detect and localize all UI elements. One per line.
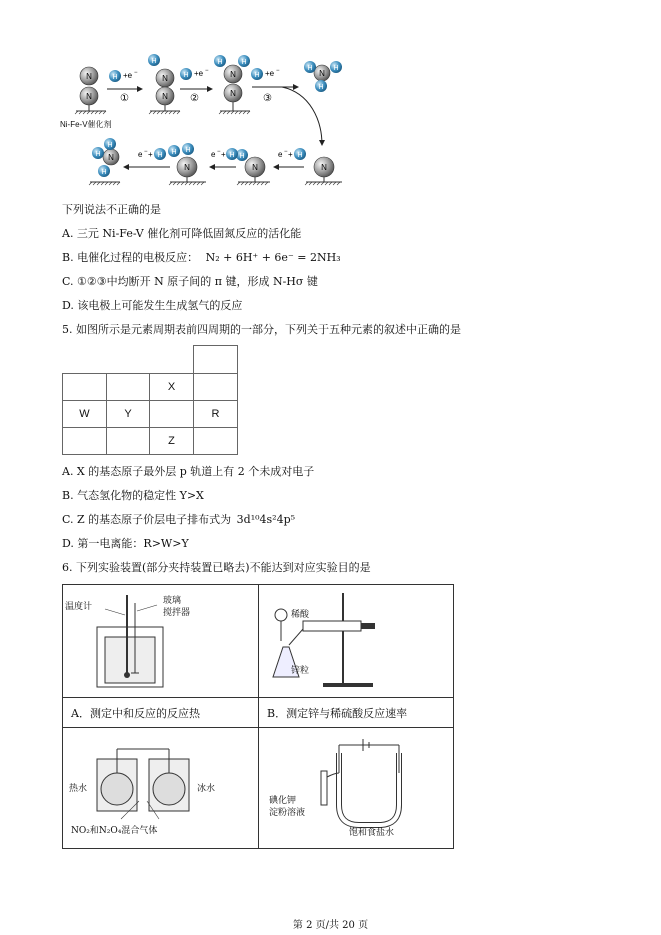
svg-text:−: − xyxy=(205,68,209,74)
pt-cell-empty xyxy=(62,373,107,401)
svg-text:−: − xyxy=(284,149,288,155)
svg-text:H: H xyxy=(151,58,157,65)
svg-text:H: H xyxy=(239,153,245,160)
svg-text:−: − xyxy=(134,70,138,76)
q5-option-c-text: C. Z 的基态原子价层电子排布式为 xyxy=(62,513,232,526)
svg-text:+: + xyxy=(221,150,226,159)
svg-text:N: N xyxy=(162,92,168,101)
label-gas-mixture: NO₂和N₂O₄混合气体 xyxy=(71,826,158,836)
label-stirrer-2: 搅拌器 xyxy=(163,608,191,618)
svg-text:H: H xyxy=(107,142,113,149)
gas-syringe-apparatus xyxy=(263,589,453,693)
pt-cell-empty xyxy=(193,427,238,455)
svg-text:N: N xyxy=(230,89,236,98)
svg-text:N: N xyxy=(108,153,114,162)
svg-text:H: H xyxy=(318,84,324,91)
pt-cell-empty xyxy=(106,373,150,401)
pt-cell-empty xyxy=(193,373,238,401)
pt-cell-z: Z xyxy=(149,427,194,455)
svg-text:H: H xyxy=(229,152,235,159)
calorimeter-apparatus xyxy=(75,589,235,693)
svg-text:H: H xyxy=(241,59,247,66)
svg-text:−: − xyxy=(276,68,280,74)
q4-option-b-text: B. 电催化过程的电极反应： xyxy=(62,251,199,264)
catalyst-label: Ni-Fe-V催化剂 xyxy=(60,120,112,129)
label-zinc: 锌粒 xyxy=(291,666,310,676)
svg-text:e: e xyxy=(211,150,216,159)
q4-option-b xyxy=(62,251,341,265)
q4-option-b-formula: N₂ + 6H⁺ + 6e⁻ = 2NH₃ xyxy=(205,251,341,264)
q5-option-b: B. 气态氢化物的稳定性 Y>X xyxy=(62,489,204,502)
svg-text:+: + xyxy=(148,150,153,159)
svg-text:H: H xyxy=(95,151,101,158)
svg-text:N: N xyxy=(319,69,325,78)
q4-option-c: C. ①②③中均断开 N 原子间的 π 键，形成 N-Hσ 键 xyxy=(62,275,318,288)
pt-cell-empty xyxy=(62,427,107,455)
pt-cell-empty xyxy=(149,400,194,428)
svg-text:N: N xyxy=(162,74,168,83)
svg-text:e: e xyxy=(138,150,143,159)
svg-text:+e: +e xyxy=(194,69,204,78)
pt-cell-x: X xyxy=(149,373,194,401)
q5-option-a: A. X 的基态原子最外层 p 轨道上有 2 个未成对电子 xyxy=(62,465,315,478)
svg-text:N: N xyxy=(321,163,327,172)
svg-text:+e: +e xyxy=(265,69,275,78)
svg-text:H: H xyxy=(254,72,260,79)
q5-option-d: D. 第一电离能：R>W>Y xyxy=(62,537,189,550)
label-ki: 碘化钾 xyxy=(269,796,297,806)
svg-text:H: H xyxy=(171,149,177,156)
svg-text:②: ② xyxy=(190,93,199,104)
pt-cell-w: W xyxy=(62,400,107,428)
svg-text:H: H xyxy=(112,74,118,81)
svg-text:N: N xyxy=(86,72,92,81)
svg-text:H: H xyxy=(307,65,313,72)
svg-text:H: H xyxy=(333,65,339,72)
svg-text:H: H xyxy=(101,169,107,176)
q4-stem: 下列说法不正确的是 xyxy=(62,203,161,216)
pt-cell-empty-top xyxy=(193,345,238,374)
page-footer: 第 2 页/共 20 页 xyxy=(292,920,369,931)
label-acid: 稀酸 xyxy=(291,610,310,620)
svg-text:③: ③ xyxy=(263,93,272,104)
pt-cell-r: R xyxy=(193,400,238,428)
pt-cell-empty xyxy=(106,427,150,455)
caption-b: B．测定锌与稀硫酸反应速率 xyxy=(267,707,408,720)
svg-text:H: H xyxy=(297,152,303,159)
label-brine: 饱和食盐水 xyxy=(349,828,395,838)
svg-text:H: H xyxy=(157,152,163,159)
q4-option-a: A. 三元 Ni-Fe-V 催化剂可降低固氮反应的活化能 xyxy=(62,227,302,240)
svg-text:N: N xyxy=(184,163,190,172)
q5-option-c-formula: 3d¹⁰4s²4p⁵ xyxy=(236,513,296,526)
svg-text:H: H xyxy=(185,147,191,154)
svg-text:+e: +e xyxy=(123,71,133,80)
svg-text:N: N xyxy=(252,163,258,172)
q4-option-d: D. 该电极上可能发生生成氢气的反应 xyxy=(62,299,243,312)
q5-option-c xyxy=(62,513,295,527)
svg-text:−: − xyxy=(217,149,221,155)
q5-stem: 5. 如图所示是元素周期表前四周期的一部分，下列关于五种元素的叙述中正确的是 xyxy=(62,323,461,336)
caption-a: A．测定中和反应的反应热 xyxy=(71,707,200,720)
label-thermometer: 温度计 xyxy=(65,602,93,612)
label-stirrer-1: 玻璃 xyxy=(163,596,182,606)
svg-text:−: − xyxy=(144,149,148,155)
svg-text:①: ① xyxy=(120,93,129,104)
svg-text:H: H xyxy=(217,59,223,66)
label-ice-water: 冰水 xyxy=(197,784,216,794)
label-starch: 淀粉溶液 xyxy=(269,808,306,818)
svg-text:H: H xyxy=(183,72,189,79)
pt-cell-y: Y xyxy=(106,400,150,428)
svg-text:N: N xyxy=(230,70,236,79)
svg-text:+: + xyxy=(288,150,293,159)
q6-apparatus-table xyxy=(62,584,454,849)
q6-stem: 6. 下列实验装置(部分夹持装置已略去)不能达到对应实验目的是 xyxy=(62,561,371,574)
svg-text:N: N xyxy=(86,92,92,101)
svg-text:e: e xyxy=(278,150,283,159)
label-hot-water: 热水 xyxy=(69,784,88,794)
